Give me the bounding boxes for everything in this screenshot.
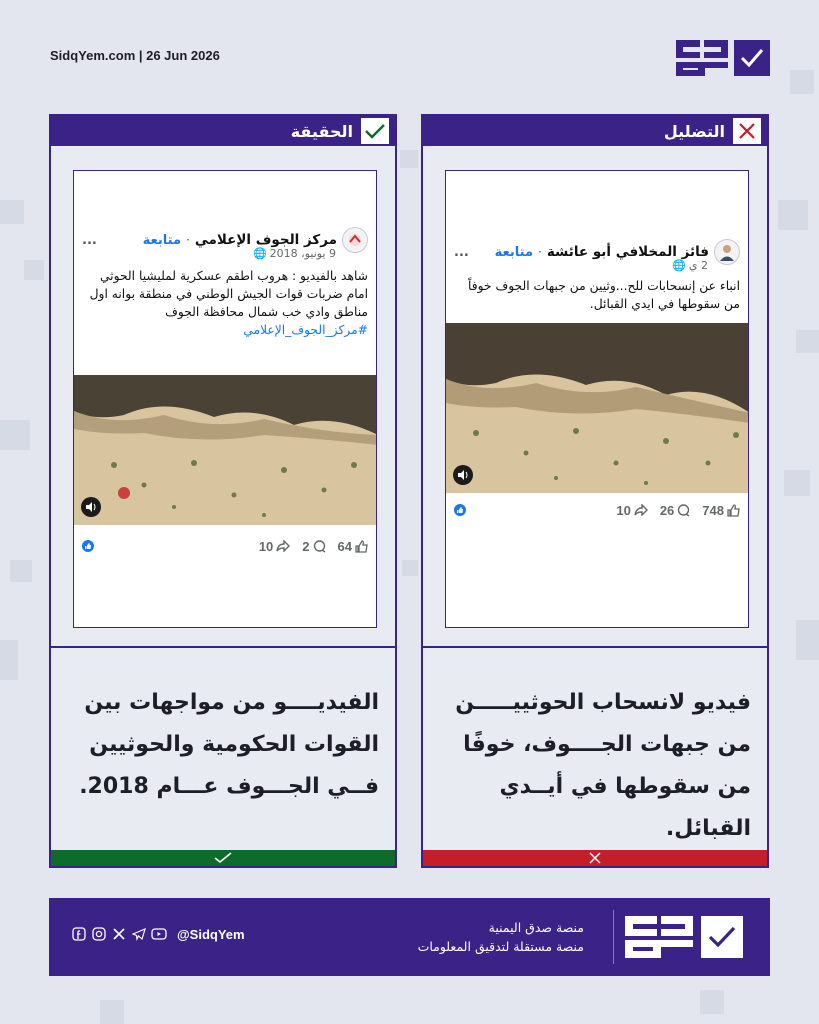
like-icon [355,540,368,553]
share-icon [276,540,290,552]
false-post-screenshot: فائز المخلافي أبو عائشة · متابعة ... 2 ي 🌐 انباء عن إنسحابات للح...وثيين من جبهات الجوف خوفاً من سقوطها في ايدي القبائل. 10 26 748 [445,170,749,628]
video-thumbnail[interactable] [74,375,376,525]
globe-icon: 🌐 [672,259,686,272]
video-thumbnail[interactable] [446,323,748,493]
share-icon [634,504,648,516]
truth-verdict: الفيديــــو من مواجهات بين القوات الحكومية والحوثيين فــي الجـــوف عـــام 2018. [79,690,379,799]
false-card [421,114,769,868]
post-text: شاهد بالفيديو : هروب اطقم عسكرية لمليشيا الحوثي امام ضربات قوات الجيش الوطني في منطقة بوانه اول مناطق وادي خب شمال محافظة الجوف [89,269,368,319]
follow-link[interactable]: متابعة [494,244,534,260]
volume-icon[interactable] [453,465,473,485]
facebook-icon[interactable] [71,926,87,942]
truth-post-screenshot: مركز الجوف الإعلامي · متابعة ... 9 يونيو، 2018 🌐 شاهد بالفيديو : هروب اطقم عسكرية لمليشيا الحوثي امام ضربات قوات الجيش الوطني في منطقة بوانه اول مناطق وادي خب شمال محافظة الجوف #مركز_الجوف_الإعلامي 10 2 64 [73,170,377,628]
avatar [342,227,368,253]
globe-icon: 🌐 [252,247,267,260]
truth-card [49,114,397,868]
share-count[interactable]: 10 [616,503,647,518]
false-card-header [423,116,767,146]
comment-icon [313,540,326,553]
like-reaction-icon [454,504,466,516]
footer-line-1: منصة صدق اليمنية [488,920,584,935]
check-icon [361,118,389,144]
more-options-button[interactable]: ... [82,232,97,248]
post-hashtag[interactable]: #مركز_الجوف_الإعلامي [243,323,368,337]
social-handle[interactable]: @SidqYem [177,926,245,942]
page-footer [49,898,770,976]
post-stats [454,501,740,519]
telegram-icon[interactable] [131,926,147,942]
footer-logo [625,914,745,960]
false-footer-bar [423,850,767,866]
false-verdict: فيديو لانسحاب الحوثييـــــن من جبهات الجــــوف، خوفًا من سقوطها في أيــدي القبائل. [455,690,751,841]
volume-icon[interactable] [81,497,101,517]
site-date: SidqYem.com | 26 Jun 2026 [50,48,220,63]
more-options-button[interactable]: ... [454,244,469,260]
like-count[interactable]: 748 [702,503,740,518]
post-text: انباء عن إنسحابات للح...وثيين من جبهات الجوف خوفاً من سقوطها في ايدي القبائل. [467,279,740,311]
like-reaction-icon [82,540,94,552]
post-author: مركز الجوف الإعلامي [194,232,337,248]
cross-icon [588,852,602,864]
footer-tagline [418,918,584,956]
post-author: فائز المخلافي أبو عائشة [546,244,709,260]
truth-card-header [51,116,395,146]
comment-icon [677,504,690,517]
false-card-title: التضليل [663,121,725,141]
share-count[interactable]: 10 [259,539,290,554]
comment-count[interactable]: 26 [660,503,690,518]
post-stats [82,537,368,555]
like-icon [727,504,740,517]
social-links [71,926,245,942]
comment-count[interactable]: 2 [302,539,325,554]
instagram-icon[interactable] [91,926,107,942]
post-date: 2 ي [688,259,708,272]
truth-card-title: الحقيقة [290,121,353,141]
cross-icon [733,118,761,144]
check-icon [213,852,233,864]
follow-link[interactable]: متابعة [142,232,182,248]
truth-footer-bar [51,850,395,866]
avatar [714,239,740,265]
x-icon[interactable] [111,926,127,942]
brand-logo [676,40,770,76]
post-date: 9 يونيو، 2018 [269,247,336,260]
footer-line-2: منصة مستقلة لتدقيق المعلومات [417,939,584,954]
like-count[interactable]: 64 [338,539,368,554]
youtube-icon[interactable] [151,926,167,942]
